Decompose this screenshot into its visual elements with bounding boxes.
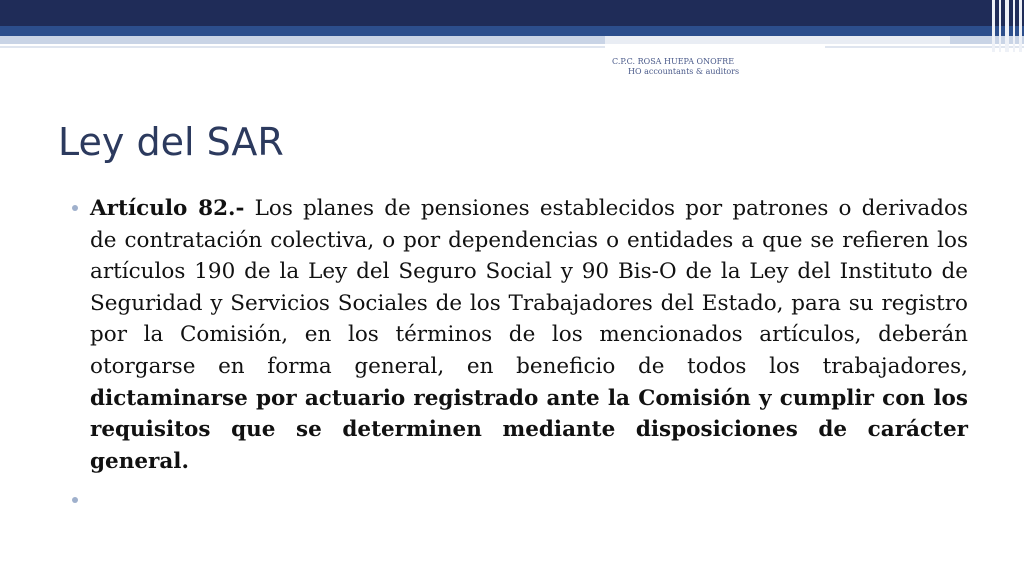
bullet-item (72, 193, 968, 477)
slide-title: Ley del SAR (58, 120, 284, 164)
header-bar-mid (0, 26, 1024, 36)
slide-content (72, 193, 968, 519)
article-body: Los planes de pensiones establecidos por patrones o derivados de contratación colectiva, o por dependencias o entidades a que se refieren los artículos 190 de la Ley del Seguro Social y 90 Bis-O de la Ley del Instituto de Seguridad y Servicios Sociales de los Trabajadores del Estado, para su registro por la Comisión, en los términos de los mencionados artículos, deberán otorgarse en forma general, en beneficio de todos los trabajadores, (90, 196, 968, 379)
bullet-dot-icon (72, 205, 78, 211)
header-tab-inner (605, 44, 825, 50)
article-paragraph (90, 193, 968, 477)
header-band (0, 0, 1024, 52)
header-tab (605, 36, 950, 44)
credit-firm: HO accountants & auditors (628, 67, 740, 76)
credit-name: C.P.C. ROSA HUEPA ONOFRE (612, 57, 735, 66)
header-line-shadow (0, 46, 1024, 48)
header-bar-dark (0, 0, 1024, 26)
article-emphasis: dictaminarse por actuario registrado ante la Comisión y cumplir con los requisitos que se determinen mediante disposiciones de carácter general. (90, 385, 968, 474)
bullet-item-empty (72, 489, 968, 519)
author-credit (612, 57, 739, 77)
article-heading: Artículo 82.- (90, 196, 245, 221)
header-stripes (990, 0, 1024, 52)
bullet-dot-icon (72, 497, 78, 503)
